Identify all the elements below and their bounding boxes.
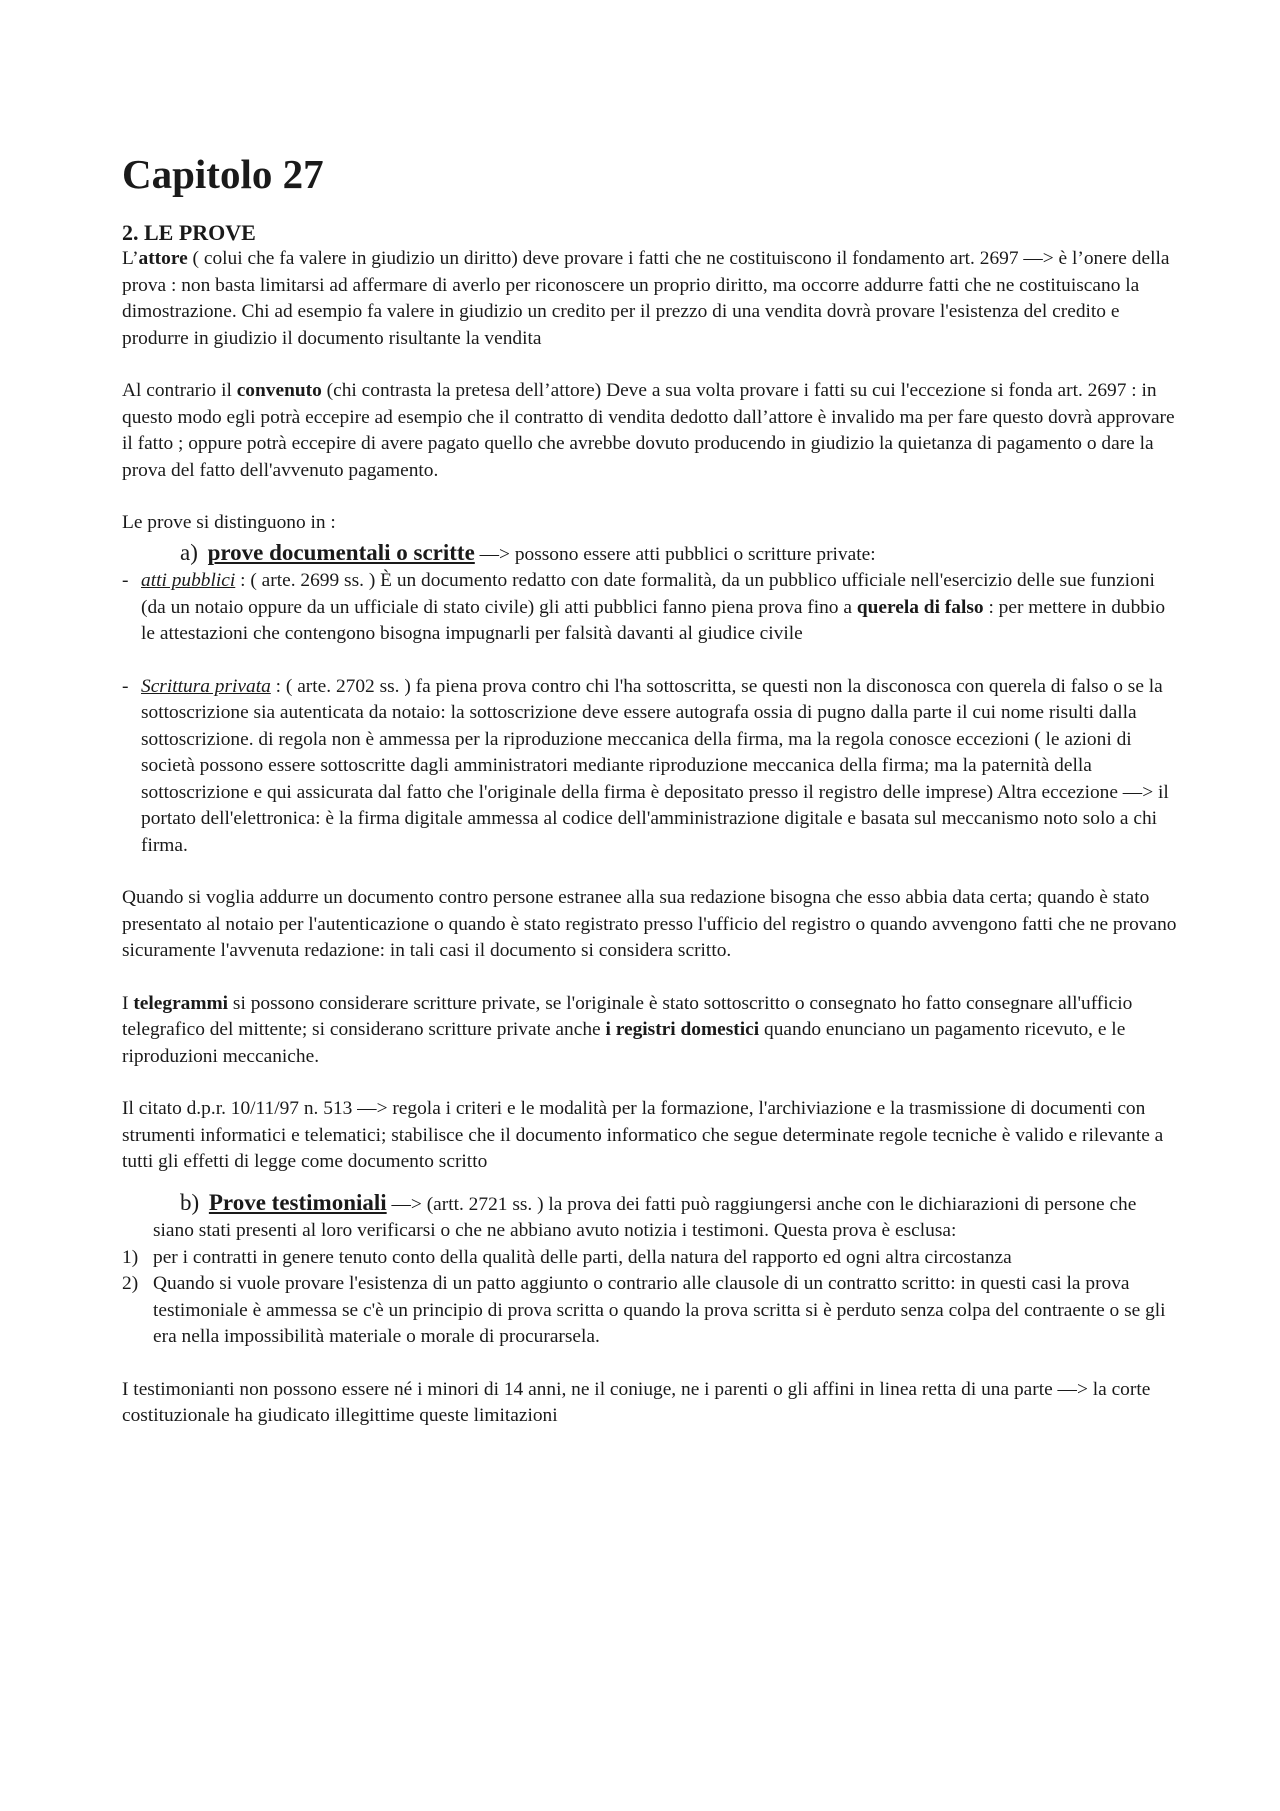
paragraph-data-certa: Quando si voglia addurre un documento contro persone estranee alla sua redazione bisogna che esso abbia data certa; quando è stato presentato al notaio per l'autenticazione o quando è stato registrato presso l'ufficio del registro o quando avvengono fatti che ne provano sicuramente l'avvenuta redazione: in tali casi il documento si considera scritto. <box>122 887 1177 961</box>
term-convenuto: convenuto <box>236 380 322 401</box>
paragraph-testimonianti: I testimonianti non possono essere né i minori di 14 anni, ne il coniuge, ne i parenti o gli affini in linea retta di una parte —> la corte costituzionale ha giudicato illegittime queste limitazioni <box>122 1378 1151 1426</box>
item-marker: 2) <box>122 1273 139 1294</box>
paragraph-intro: Le prove si distinguono in : <box>122 512 336 533</box>
heading-prove-testimoniali: Prove testimoniali <box>208 1189 387 1215</box>
numbered-item-1: 1) per i contratti in genere tenuto conto della qualità delle parti, della natura del rapporto ed ogni altra circostanza <box>122 1245 1182 1272</box>
subheading-a: a) prove documentali o scritte —> possono essere atti pubblici o scritture private: <box>180 539 876 565</box>
paragraph-dpr: Il citato d.p.r. 10/11/97 n. 513 —> regola i criteri e le modalità per la formazione, l'archiviazione e la trasmissione di documenti con strumenti informatici e telematici; stabilisce che il documento informatico che segue determinate regole tecniche è valido e rilevante a tutti gli effetti di legge come documento scritto <box>122 1098 1164 1172</box>
document-page <box>122 150 1182 1430</box>
item-marker: 1) <box>122 1246 139 1268</box>
numbered-item-2: 2) Quando si vuole provare l'esistenza di un patto aggiunto o contrario alle clausole di un contratto scritto: in questi casi la prova testimoniale è ammessa se c'è un principio di prova scritta o quando la prova scritta si è perduto senza colpa del contraente o se gli era nella impossibilità materiale o morale di procurarsela. <box>122 1273 1166 1347</box>
paragraph-attore: L’attore ( colui che fa valere in giudizio un diritto) deve provare i fatti che ne costituiscono il fondamento art. 2697 —> è l’onere della prova : non basta limitarsi ad affermare di averlo per riconoscere un proprio diritto, ma occorre addurre fatti che ne costituiscano la dimostrazione. Chi ad esempio fa valere in giudizio un credito per il prezzo di una vendita dovrà provare l'esistenza del credito e produrre in giudizio il documento risultante la vendita <box>122 248 1170 349</box>
bullet-atti-pubblici: - atti pubblici : ( arte. 2699 ss. ) È un documento redatto con date formalità, da un pubblico ufficiale nell'esercizio delle sue funzioni (da un notaio oppure da un ufficiale di stato civile) gli atti pubblici fanno piena prova fino a querela di falso : per mettere in dubbio le attestazioni che contengono bisogna impugnarli per falsità davanti al giudice civile <box>122 570 1166 644</box>
paragraph-convenuto: Al contrario il convenuto (chi contrasta la pretesa dell’attore) Deve a sua volta provare i fatti su cui l'eccezione si fonda art. 2697 : in questo modo egli potrà eccepire ad esempio che il contratto di vendita dedotto dall’attore è invalido ma per fare questo dovrà approvare il fatto ; oppure potrà eccepire di avere pagato quello che avrebbe dovuto producendo in giudizio la quietanza di pagamento o dare la prova del fatto dell'avvenuto pagamento. <box>122 380 1175 481</box>
section-heading: 2. LE PROVE <box>122 220 256 245</box>
term-querela-di-falso: querela di falso <box>856 596 984 618</box>
bullet-marker: - <box>122 675 129 697</box>
heading-prove-documentali: prove documentali o scritte <box>207 539 475 565</box>
bullet-scrittura-privata: - Scrittura privata : ( arte. 2702 ss. ) fa piena prova contro chi l'ha sottoscritta, se questi non la disconosca con querela di falso o se la sottoscrizione sia autenticata da notaio: la sottoscrizione deve essere autografa ossia di pugno dalla parte il cui nome risulti dalla sottoscrizione. di regola non è ammessa per la riproduzione meccanica della firma, ma la regola conosce eccezioni ( le azioni di società possono essere sottoscritte dagli amministratori mediante riproduzione meccanica della firma; ma la paternità della sottoscrizione e qui assicurata dal fatto che l'originale della firma è depositato presso il registro delle imprese) Altra eccezione —> il portato dell'elettronica: è la firma digitale ammessa al codice dell'amministrazione digitale e basata sul meccanismo noto solo a chi firma. <box>122 675 1169 856</box>
term-registri-domestici: i registri domestici <box>605 1019 760 1040</box>
term-atti-pubblici: atti pubblici <box>141 570 236 591</box>
paragraph-telegrammi: I telegrammi si possono considerare scritture private, se l'originale è stato sottoscritto o consegnato ho fatto consegnare all'ufficio telegrafico del mittente; si considerano scritture private anche i registri domestici quando enunciano un pagamento ricevuto, e le riproduzioni meccaniche. <box>122 992 1133 1067</box>
term-telegrammi: telegrammi <box>133 992 229 1014</box>
term-scrittura-privata: Scrittura privata <box>141 675 271 697</box>
chapter-title: Capitolo 27 <box>122 151 324 197</box>
term-attore: attore <box>138 248 188 269</box>
bullet-marker: - <box>122 570 129 591</box>
subheading-b: b) Prove testimoniali —> (artt. 2721 ss. ) la prova dei fatti può raggiungersi anche con le dichiarazioni di persone che siano stati presenti al loro verificarsi o che ne abbiano avuto notizia i testimoni. Questa prova è esclusa: <box>153 1189 1137 1241</box>
